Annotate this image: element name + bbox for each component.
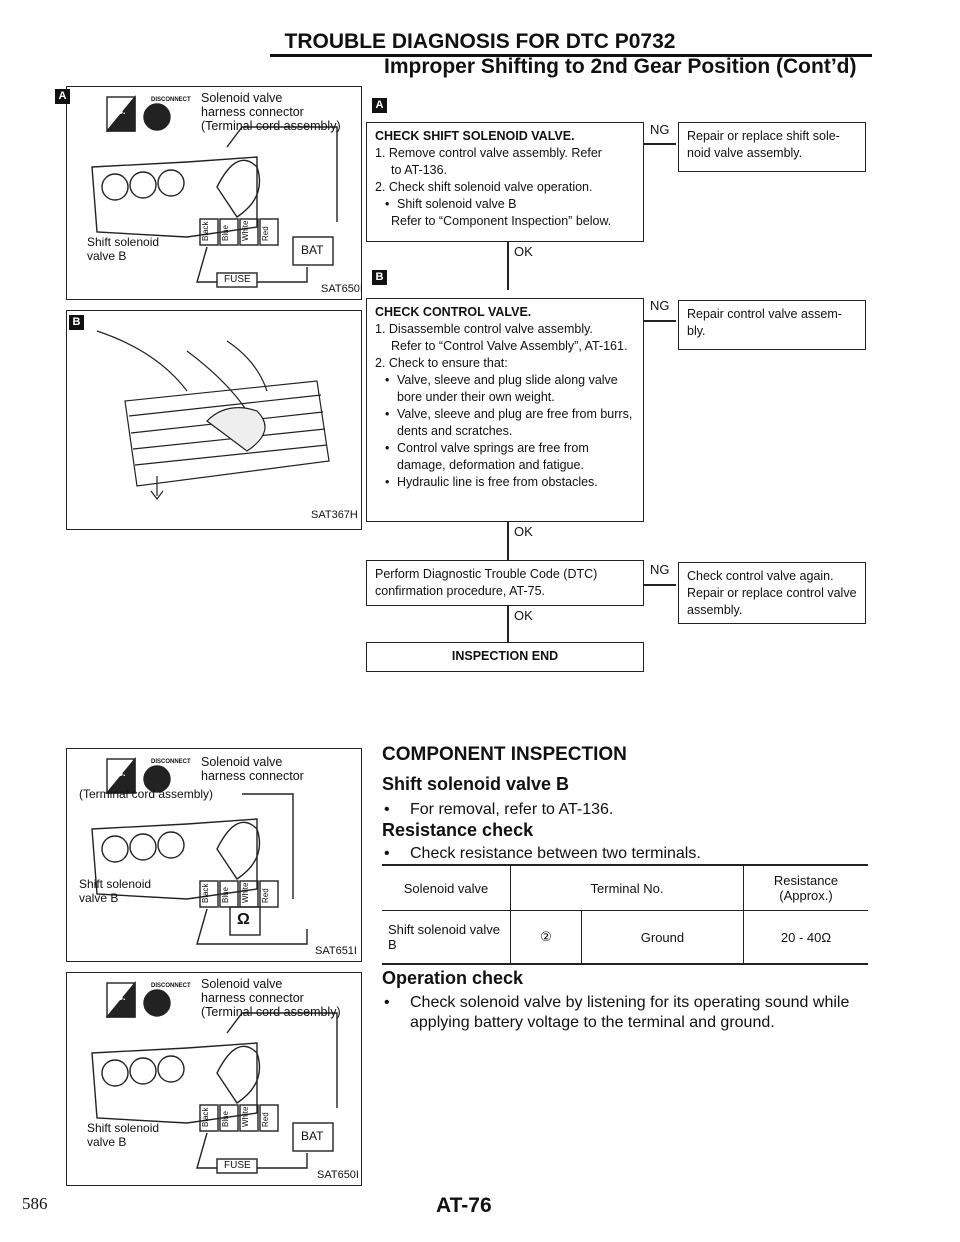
flow-connector <box>507 522 509 560</box>
ng-arrow <box>644 143 676 145</box>
flow-badge-a: A <box>372 98 387 113</box>
page-subtitle: Improper Shifting to 2nd Gear Position (Cont’d) <box>384 55 857 78</box>
resistance-note: • Check resistance between two terminals. <box>384 845 701 862</box>
figure-solenoid-operation-test <box>66 972 362 1186</box>
disconnect-label: DISCONNECT <box>151 759 191 765</box>
figure-code: SAT650I <box>317 1169 359 1181</box>
bat-label: BAT <box>301 1129 324 1143</box>
wire-label: Black <box>201 883 210 903</box>
ok-label: OK <box>514 608 533 623</box>
fuse-label: FUSE <box>224 1160 251 1171</box>
badge-b: B <box>69 315 84 330</box>
figure-code: SAT367H <box>311 509 358 521</box>
wire-label: Red <box>261 888 270 903</box>
bat-label: BAT <box>301 243 324 257</box>
shift-solenoid-heading: Shift solenoid valve B <box>382 774 570 794</box>
flow-badge-b: B <box>372 270 387 285</box>
operation-note: • Check solenoid valve by listening for its operating sound while applying battery voltage to the terminal and ground. <box>384 994 850 1031</box>
wire-label: Black <box>201 221 210 241</box>
figure-code: SAT650I <box>321 283 363 295</box>
page-title: TROUBLE DIAGNOSIS FOR DTC P0732 <box>284 30 676 53</box>
wire-label: Red <box>261 226 270 241</box>
component-inspection-heading: COMPONENT INSPECTION <box>382 744 627 765</box>
ng-label: NG <box>650 122 670 137</box>
solenoid-connector-label: Solenoid valve harness connector (Terminal cord assembly) <box>201 977 341 1019</box>
shift-solenoid-label: Shift solenoid valve B <box>79 877 152 905</box>
disconnect-label: DISCONNECT <box>151 983 191 989</box>
cell-terminal: ② <box>511 911 582 965</box>
step-perform-dtc: Perform Diagnostic Trouble Code (DTC) confirmation procedure, AT-75. <box>366 560 644 606</box>
figure-solenoid-battery-test <box>58 86 363 300</box>
wire-label: Blue <box>221 1110 230 1127</box>
ng-label: NG <box>650 298 670 313</box>
step1-ng-action: Repair or replace shift sole- noid valve assembly. <box>678 122 866 172</box>
figure-solenoid-resistance-test <box>66 748 362 962</box>
step2-ng-action: Repair control valve assem- bly. <box>678 300 866 350</box>
wire-label: Black <box>201 1107 210 1127</box>
ohm-icon: Ω <box>237 911 250 928</box>
operation-check-heading: Operation check <box>382 968 524 988</box>
ts-label: T.S. <box>110 768 126 778</box>
page-number: 586 <box>22 1194 48 1213</box>
wire-label: Blue <box>221 224 230 241</box>
step-check-shift-solenoid: CHECK SHIFT SOLENOID VALVE. 1. Remove control valve assembly. Refer to AT-136. 2. Check shift solenoid valve operation. • Shift solenoid valve B Refer to “Component Inspection” below. <box>366 122 644 242</box>
cell-valve: Shift solenoid valve B <box>382 911 511 965</box>
control-valve-diagram <box>67 311 363 531</box>
solenoid-connector-label: Solenoid valve harness connector <box>201 755 304 783</box>
badge-a: A <box>55 89 70 104</box>
ng-arrow <box>644 584 676 586</box>
shift-solenoid-label: Shift solenoid valve B <box>87 235 160 263</box>
step3-ng-action: Check control valve again. Repair or replace control valve assembly. <box>678 562 866 624</box>
disconnect-label: DISCONNECT <box>151 97 191 103</box>
ok-label: OK <box>514 524 533 539</box>
wire-label: White <box>241 220 250 241</box>
wire-label: White <box>241 1106 250 1127</box>
ng-arrow <box>644 320 676 322</box>
terminal-cord-label: (Terminal cord assembly) <box>79 787 214 801</box>
flow-connector <box>507 606 509 642</box>
figure-control-valve <box>66 310 362 530</box>
section-page: AT-76 <box>436 1194 492 1217</box>
col-terminal-no: Terminal No. <box>511 865 744 911</box>
resistance-table <box>382 864 868 965</box>
solenoid-connector-label: Solenoid valve harness connector (Terminal cord assembly) <box>201 91 341 133</box>
ng-label: NG <box>650 562 670 577</box>
wire-label: Red <box>261 1112 270 1127</box>
step-check-control-valve: CHECK CONTROL VALVE. 1. Disassemble control valve assembly. Refer to “Control Valve Assembly”, AT-161. 2. Check to ensure that: • Valve, sleeve and plug slide along valve bore under their own weight. • Valve, sleeve and plug are free from burrs, dents and scratches. • Control valve springs are free from damage, deformation and fatigue. • Hydraulic line is free from obstacles. <box>366 298 644 522</box>
figure-code: SAT651I <box>315 945 357 957</box>
ts-label: T.S. <box>110 106 126 116</box>
col-resistance: Resistance (Approx.) <box>744 865 869 911</box>
ok-label: OK <box>514 244 533 259</box>
wire-label: White <box>241 882 250 903</box>
wire-label: Blue <box>221 886 230 903</box>
col-solenoid-valve: Solenoid valve <box>382 865 511 911</box>
fuse-label: FUSE <box>224 274 251 285</box>
removal-note: • For removal, refer to AT-136. <box>384 801 614 818</box>
cell-resistance: 20 - 40Ω <box>744 911 869 965</box>
ts-label: T.S. <box>110 992 126 1002</box>
flow-connector <box>507 242 509 290</box>
resistance-check-heading: Resistance check <box>382 820 534 840</box>
cell-ground: Ground <box>581 911 743 965</box>
inspection-end: INSPECTION END <box>366 642 644 672</box>
shift-solenoid-label: Shift solenoid valve B <box>87 1121 160 1149</box>
